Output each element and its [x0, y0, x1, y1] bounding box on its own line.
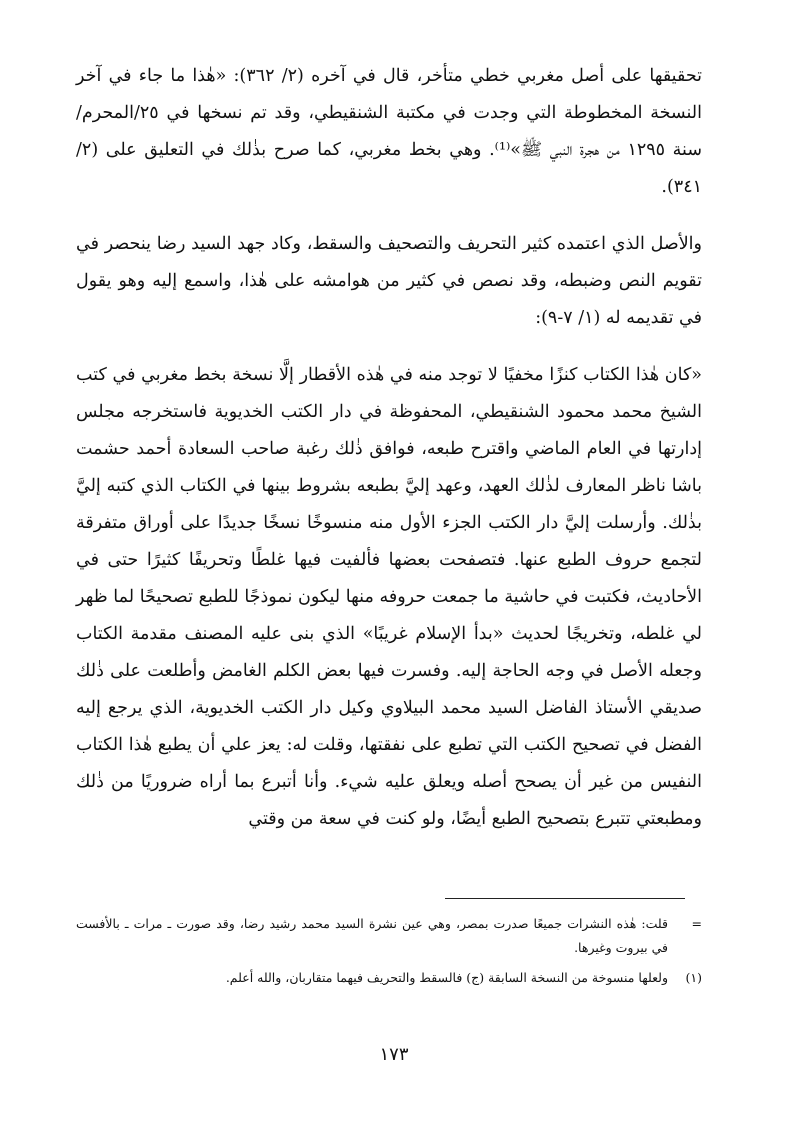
footnote-continued	[76, 912, 702, 960]
main-text	[76, 58, 702, 838]
page-number: ١٧٣	[379, 1044, 409, 1065]
footnote-text: ولعلها منسوخة من النسخة السابقة (ج) فالسقط والتحريف فيهما متقاربان، والله أعلم.	[225, 970, 668, 985]
footnote-mark: =	[691, 916, 702, 931]
footnote-separator	[445, 898, 685, 899]
footnote-mark: (١)	[685, 970, 702, 985]
paragraph-1: تحقيقها على أصل مغربي خطي متأخر، قال في آخره (٢/ ٣٦٢): «هٰذا ما جاء في آخر النسخة المخطوطة التي وجدت في مكتبة الشنقيطي، وقد تم نسخها في ٢٥/المحرم/سنة ١٢٩٥ من هجرة النبي ﷺ»⁽¹⁾. وهي بخط مغربي، كما صرح بذٰلك في التعليق على (٢/ ٣٤١).	[76, 66, 703, 197]
footnotes	[76, 912, 702, 996]
footnote-1	[76, 966, 702, 990]
footnote-text: قلت: هٰذه النشرات جميعًا صدرت بمصر، وهي عين نشرة السيد محمد رشيد رضا، وقد صورت ـ مرات ـ بالأفست في بيروت وغيرها.	[76, 916, 668, 955]
paragraph-2: والأصل الذي اعتمده كثير التحريف والتصحيف والسقط، وكاد جهد السيد رضا ينحصر في تقويم النص وضبطه، وقد نصص في كثير من هوامشه على هٰذا، واسمع إليه وهو يقول في تقديمه له (١/ ٧-٩):	[76, 234, 702, 328]
paragraph-3-quote: «كان هٰذا الكتاب كنزًا مخفيًا لا توجد منه في هٰذه الأقطار إلَّا نسخة بخط مغربي في كتب الشيخ محمد محمود الشنقيطي، المحفوظة في دار الكتب الخديوية فاستخرجه مجلس إدارتها في العام الماضي واقترح طبعه، فوافق ذٰلك رغبة صاحب السعادة أحمد حشمت باشا ناظر المعارف لذٰلك العهد، وعهد إليَّ بطبعه بشروط بينها في الكتاب الذي كتبه إليَّ بذٰلك. وأرسلت إليَّ دار الكتب الجزء الأول منه منسوخًا نسخًا جديدًا على أوراق متفرقة لتجمع حروف الطبع عنها. فتصفحت بعضها فألفيت فيها غلطًا وتحريفًا كثيرًا حتى في الأحاديث، فكتبت في حاشية ما جمعت حروفه منها ليكون نموذجًا للطبع تصحيحًا لما ظهر لي غلطه، وتخريجًا لحديث «بدأ الإسلام غريبًا» الذي بنى عليه المصنف مقدمة الكتاب وجعله الأصل في وجه الحاجة إليه. وفسرت فيها بعض الكلم الغامض وأطلعت على ذٰلك صديقي الأستاذ الفاضل السيد محمد البيلاوي وكيل دار الكتب الخديوية، الذي يرجع إليه الفضل في تصحيح الكتب التي تطبع على نفقتها، وقلت له: يعز علي أن يطبع هٰذا الكتاب النفيس من غير أن يصحح أصله ويعلق عليه شيء. وأنا أتبرع بما أراه ضروريًا من ذٰلك ومطبعتي تتبرع بتصحيح الطبع أيضًا، ولو كنت في سعة من وقتي	[76, 365, 702, 829]
